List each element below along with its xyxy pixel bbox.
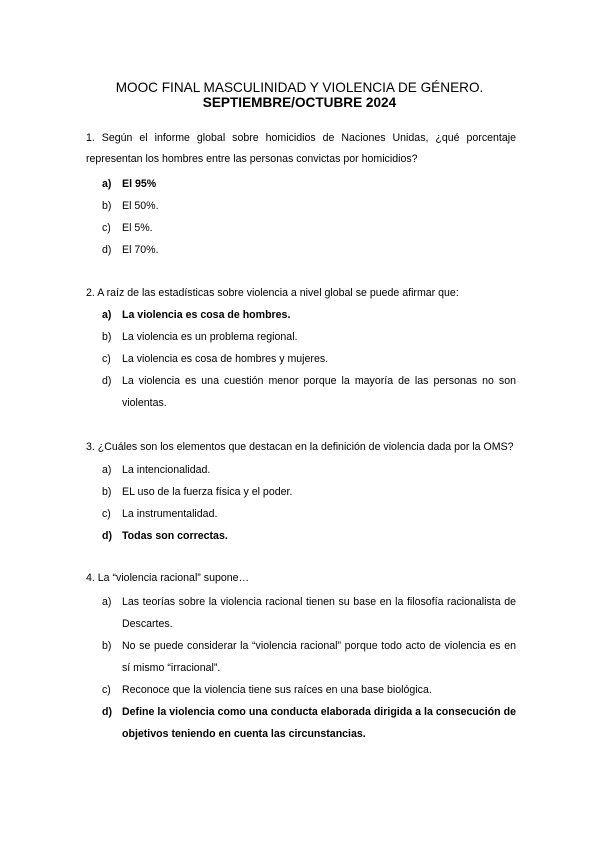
- option-text: La violencia es un problema regional.: [122, 331, 298, 343]
- option-text: No se puede considerar la “violencia racional” porque todo acto de violencia es en sí mismo “irracional”.: [122, 640, 516, 674]
- question-1-option-a: [102, 173, 516, 195]
- question-1-options: [102, 173, 516, 261]
- option-text: La violencia es cosa de hombres.: [122, 309, 291, 321]
- option-text: Todas son correctas.: [122, 530, 228, 542]
- question-2-text: 2. A raíz de las estadísticas sobre violencia a nivel global se puede afirmar que:: [86, 287, 459, 299]
- question-2-options: [102, 304, 516, 414]
- option-marker: a): [102, 596, 112, 608]
- question-1-option-b: [102, 195, 516, 217]
- option-marker: b): [102, 486, 112, 498]
- option-marker: a): [102, 309, 112, 321]
- question-2-option-b: [102, 326, 516, 348]
- question-4-options: [102, 591, 516, 745]
- option-marker: c): [102, 353, 111, 365]
- question-3-option-a: [102, 459, 516, 481]
- option-marker: c): [102, 508, 111, 520]
- option-text: La violencia es cosa de hombres y mujeres.: [122, 353, 329, 365]
- question-4-option-b: [102, 635, 516, 679]
- option-text: Reconoce que la violencia tiene sus raíces en una base biológica.: [122, 684, 432, 696]
- option-marker: a): [102, 464, 112, 476]
- option-text: El 95%: [122, 178, 157, 190]
- question-1-option-c: [102, 217, 516, 239]
- question-4-option-c: [102, 679, 516, 701]
- option-text: Define la violencia como una conducta elaborada dirigida a la consecución de objetivos teniendo en cuenta las circunstancias.: [122, 706, 516, 740]
- option-marker: d): [102, 244, 112, 256]
- option-text: La intencionalidad.: [122, 464, 211, 476]
- option-text: Las teorías sobre la violencia racional tienen su base en la filosofía racionalista de Descartes.: [122, 596, 516, 630]
- option-text: El 5%.: [122, 222, 153, 234]
- option-marker: b): [102, 331, 112, 343]
- question-4-text: 4. La “violencia racional” supone…: [86, 572, 250, 584]
- option-marker: a): [102, 178, 112, 190]
- question-4-option-a: [102, 591, 516, 635]
- option-marker: b): [102, 200, 112, 212]
- question-3-option-d: [102, 525, 516, 547]
- option-text: La violencia es una cuestión menor porque la mayoría de las personas no son violentas.: [122, 375, 516, 409]
- document-title: MOOC FINAL MASCULINIDAD Y VIOLENCIA DE GÉNERO.: [115, 80, 484, 95]
- question-3-option-b: [102, 481, 516, 503]
- question-3-text: 3. ¿Cuáles son los elementos que destacan en la definición de violencia dada por la OMS?: [86, 441, 514, 453]
- option-text: La instrumentalidad.: [122, 508, 218, 520]
- question-2-option-c: [102, 348, 516, 370]
- option-marker: d): [102, 530, 112, 542]
- option-marker: c): [102, 684, 111, 696]
- option-marker: d): [102, 706, 112, 718]
- question-3-options: [102, 459, 516, 547]
- option-text: EL uso de la fuerza física y el poder.: [122, 486, 293, 498]
- option-marker: c): [102, 222, 111, 234]
- option-text: El 50%.: [122, 200, 159, 212]
- option-marker: d): [102, 375, 112, 387]
- question-2-option-d: [102, 370, 516, 414]
- question-1-option-d: [102, 239, 516, 261]
- question-1-text: 1. Según el informe global sobre homicidios de Naciones Unidas, ¿qué porcentaje representan los hombres entre las personas convictas por homicidios?: [86, 132, 516, 165]
- question-4-option-d: [102, 701, 516, 745]
- question-2-option-a: [102, 304, 516, 326]
- option-marker: b): [102, 640, 112, 652]
- option-text: El 70%.: [122, 244, 159, 256]
- question-3-option-c: [102, 503, 516, 525]
- document-subtitle: SEPTIEMBRE/OCTUBRE 2024: [202, 95, 397, 110]
